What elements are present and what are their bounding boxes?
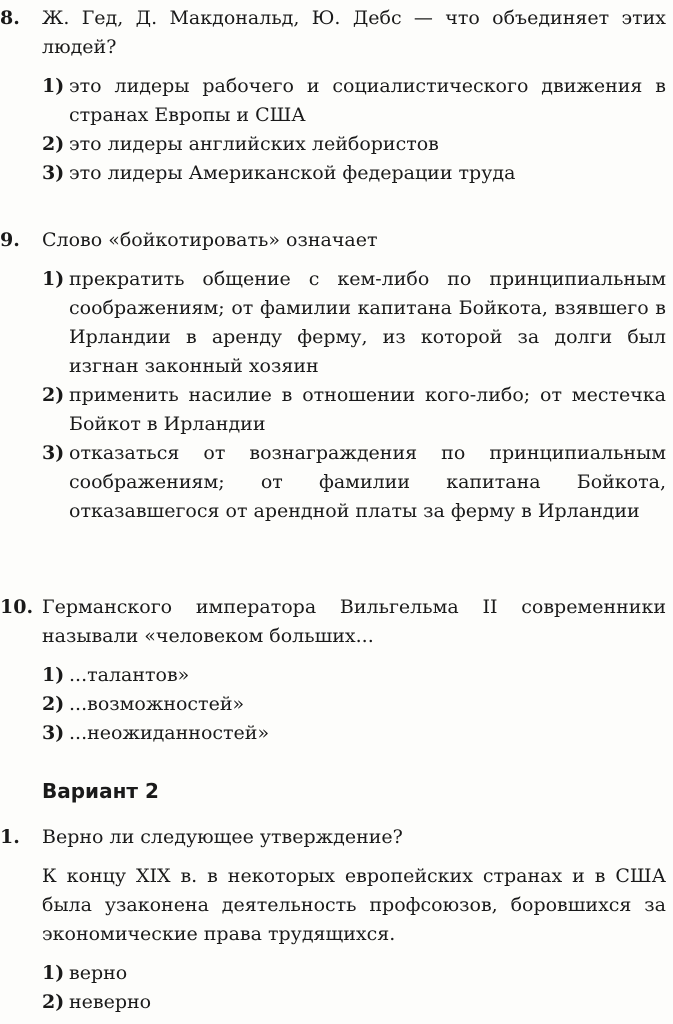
answer-option (42, 719, 666, 748)
option-text: применить насилие в отношении кого-либо; от местечка Бойкот в Ирландии (69, 384, 666, 435)
question-text: Ж. Гед, Д. Макдональд, Ю. Дебс — что объединяет этих людей? (42, 7, 666, 58)
answer-options (42, 265, 666, 526)
option-text: это лидеры английских лейбористов (69, 133, 439, 155)
question-number: 9. (0, 229, 20, 251)
option-text: это лидеры Американской федерации труда (69, 162, 516, 184)
answer-option (42, 72, 666, 130)
answer-options (42, 72, 666, 188)
answer-option (42, 265, 666, 381)
answer-option (42, 439, 666, 526)
option-text: отказаться от вознаграждения по принципиальным соображениям; от фамилии капитана Бойкота, отказавшегося от арендной платы за ферму в Ирландии (69, 442, 666, 522)
option-number: 1) (42, 664, 65, 686)
option-number: 1) (42, 75, 65, 97)
answer-option (42, 959, 666, 988)
option-text: ...неожиданностей» (69, 722, 270, 744)
question-text: Верно ли следующее утверждение? (42, 826, 403, 848)
question-text: Германского императора Вильгельма II современники называли «человеком больших... (42, 596, 666, 647)
answer-option (42, 690, 666, 719)
option-number: 2) (42, 133, 65, 155)
option-number: 2) (42, 384, 65, 406)
answer-option (42, 661, 666, 690)
option-number: 2) (42, 991, 65, 1013)
option-number: 2) (42, 693, 65, 715)
answer-option (42, 130, 666, 159)
variant2-question-1 (0, 823, 673, 1017)
question-number: 1. (0, 826, 20, 848)
option-text: верно (69, 962, 128, 984)
answer-option (42, 159, 666, 188)
question-text: Слово «бойкотировать» означает (42, 229, 378, 251)
option-text: это лидеры рабочего и социалистического движения в странах Европы и США (69, 75, 666, 126)
option-number: 3) (42, 442, 65, 464)
question-10 (0, 593, 673, 748)
answer-option (42, 988, 666, 1017)
option-text: ...возможностей» (69, 693, 245, 715)
answer-options (42, 959, 666, 1017)
question-number: 8. (0, 7, 20, 29)
option-number: 1) (42, 268, 65, 290)
answer-option (42, 381, 666, 439)
question-8 (0, 4, 673, 188)
option-number: 1) (42, 962, 65, 984)
option-number: 3) (42, 722, 65, 744)
question-number: 10. (0, 596, 34, 618)
option-text: неверно (69, 991, 152, 1013)
option-text: прекратить общение с кем-либо по принципиальным соображениям; от фамилии капитана Бойкота, взявшего в Ирландии в аренду ферму, из которой за долги был изгнан законный хозяин (69, 268, 666, 377)
question-9 (0, 226, 673, 526)
option-text: ...талантов» (69, 664, 190, 686)
option-number: 3) (42, 162, 65, 184)
variant-heading: Вариант 2 (42, 779, 159, 803)
statement-text: К концу XIX в. в некоторых европейских странах и в США была узаконена деятельность профсоюзов, боровшихся за экономические права трудящихся. (42, 865, 666, 945)
answer-options (42, 661, 666, 748)
